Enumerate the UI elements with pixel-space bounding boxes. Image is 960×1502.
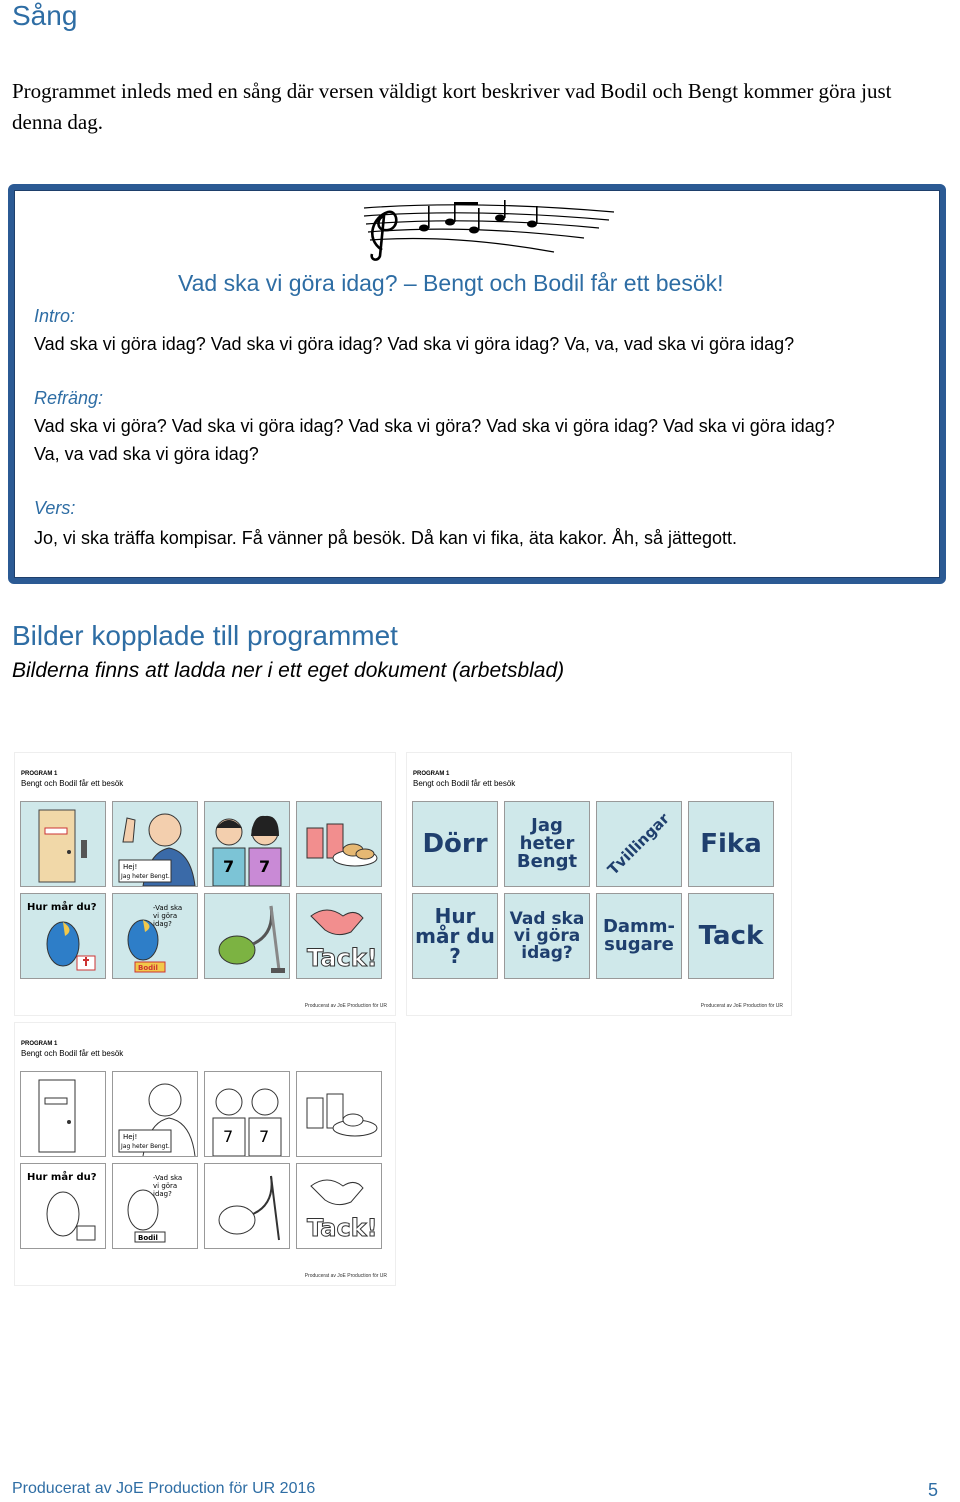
- program-label: PROGRAM 1: [21, 771, 58, 777]
- door-picture-icon: [20, 801, 106, 887]
- svg-text:7: 7: [259, 1127, 270, 1146]
- worksheet-word-cards: [406, 752, 792, 1016]
- page-number: 5: [927, 1480, 938, 1500]
- heading-song: Sång: [12, 0, 78, 31]
- sheet-title: Bengt och Bodil får ett besök: [413, 779, 516, 788]
- word-card-tvillingar: [596, 801, 682, 887]
- man-waving-picture-bw-icon: [112, 1071, 198, 1157]
- twins-picture-bw-icon: [204, 1071, 290, 1157]
- svg-text:Bodil: Bodil: [138, 964, 158, 972]
- heading-pictures: Bilder kopplade till programmet: [12, 620, 398, 651]
- word-card-jag-heter-bengt: Jag heter Bengt: [504, 801, 590, 887]
- svg-text:Hur mår du?: Hur mår du?: [27, 1172, 97, 1183]
- fika-picture-icon: [296, 801, 382, 887]
- worksheet-bw-pictures: [14, 1022, 396, 1286]
- svg-text:idag?: idag?: [153, 1190, 172, 1198]
- svg-text:Jag heter Bengt.: Jag heter Bengt.: [121, 1143, 170, 1150]
- svg-text:7: 7: [223, 857, 235, 876]
- verse-label: Vers:: [34, 498, 76, 518]
- footer-text: Producerat av JoE Production för UR 2016: [12, 1480, 316, 1497]
- parrot-bodil-picture-icon: [112, 893, 198, 979]
- credit: Producerat av JoE Production för UR: [304, 1003, 387, 1009]
- svg-text:vi göra: vi göra: [153, 912, 178, 920]
- intro-line: Vad ska vi göra idag? Vad ska vi göra idag? Vad ska vi göra idag? Va, va, vad ska vi göra idag?: [34, 334, 795, 354]
- sheet-title: Bengt och Bodil får ett besök: [21, 1049, 124, 1058]
- music-notes-icon: [354, 198, 624, 262]
- word-card-dorr: Dörr: [412, 801, 498, 887]
- song-box: [8, 184, 946, 584]
- svg-text:Tack!: Tack!: [307, 944, 378, 972]
- svg-text:7: 7: [223, 1127, 234, 1146]
- sheet-title: Bengt och Bodil får ett besök: [21, 779, 124, 788]
- svg-text:Jag heter Bengt.: Jag heter Bengt.: [121, 873, 170, 880]
- intro-label: Intro:: [34, 306, 76, 326]
- credit: Producerat av JoE Production för UR: [304, 1273, 387, 1279]
- song-title: Vad ska vi göra idag? – Bengt och Bodil får ett besök!: [178, 270, 724, 296]
- tack-handshake-picture-bw-icon: [296, 1163, 382, 1249]
- svg-text:idag?: idag?: [153, 920, 172, 928]
- chorus-label: Refräng:: [34, 388, 104, 408]
- parrot-nurse-picture-bw-icon: [20, 1163, 106, 1249]
- word-card-vad-ska-vi-gora-idag: Vad ska vi göra idag?: [504, 893, 590, 979]
- svg-text:vi göra: vi göra: [153, 1182, 178, 1190]
- vacuum-cleaner-picture-icon: [204, 893, 290, 979]
- parrot-bodil-picture-bw-icon: [112, 1163, 198, 1249]
- svg-text:-Vad ska: -Vad ska: [153, 1174, 183, 1182]
- word-card-hur-mar-du: Hur mår du ?: [412, 893, 498, 979]
- word-card-dammsugare: Damm-sugare: [596, 893, 682, 979]
- svg-text:Hej!: Hej!: [123, 1133, 138, 1141]
- pictures-subtitle: Bilderna finns att ladda ner i ett eget dokument (arbetsblad): [12, 659, 565, 682]
- verse-line: Jo, vi ska träffa kompisar. Få vänner på besök. Då kan vi fika, äta kakor. Åh, så jättegott.: [34, 528, 738, 548]
- svg-text:-Vad ska: -Vad ska: [153, 904, 183, 912]
- word-card-tvillingar-text: Tvillingar: [604, 809, 674, 879]
- chorus-line-1: Vad ska vi göra? Vad ska vi göra idag? Vad ska vi göra? Vad ska vi göra idag? Vad ska vi göra idag?: [34, 416, 835, 436]
- tack-handshake-picture-icon: [296, 893, 382, 979]
- credit: Producerat av JoE Production för UR: [700, 1003, 783, 1009]
- door-picture-bw-icon: [20, 1071, 106, 1157]
- svg-text:Hur mår du?: Hur mår du?: [27, 902, 97, 913]
- program-label: PROGRAM 1: [413, 771, 450, 777]
- vacuum-cleaner-picture-bw-icon: [204, 1163, 290, 1249]
- svg-text:Bodil: Bodil: [138, 1234, 158, 1242]
- svg-text:Hej!: Hej!: [123, 863, 138, 871]
- program-label: PROGRAM 1: [21, 1041, 58, 1047]
- twins-picture-icon: [204, 801, 290, 887]
- worksheet-color-pictures: [14, 752, 396, 1016]
- svg-text:Tack!: Tack!: [307, 1214, 378, 1242]
- man-waving-picture-icon: [112, 801, 198, 887]
- word-card-fika: Fika: [688, 801, 774, 887]
- intro-paragraph: Programmet inleds med en sång där versen väldigt kort beskriver vad Bodil och Bengt kommer göra just denna dag.: [12, 79, 892, 134]
- svg-text:7: 7: [259, 857, 271, 876]
- parrot-nurse-picture-icon: [20, 893, 106, 979]
- chorus-line-2: Va, va vad ska vi göra idag?: [34, 444, 259, 464]
- fika-picture-bw-icon: [296, 1071, 382, 1157]
- word-card-tack: Tack: [688, 893, 774, 979]
